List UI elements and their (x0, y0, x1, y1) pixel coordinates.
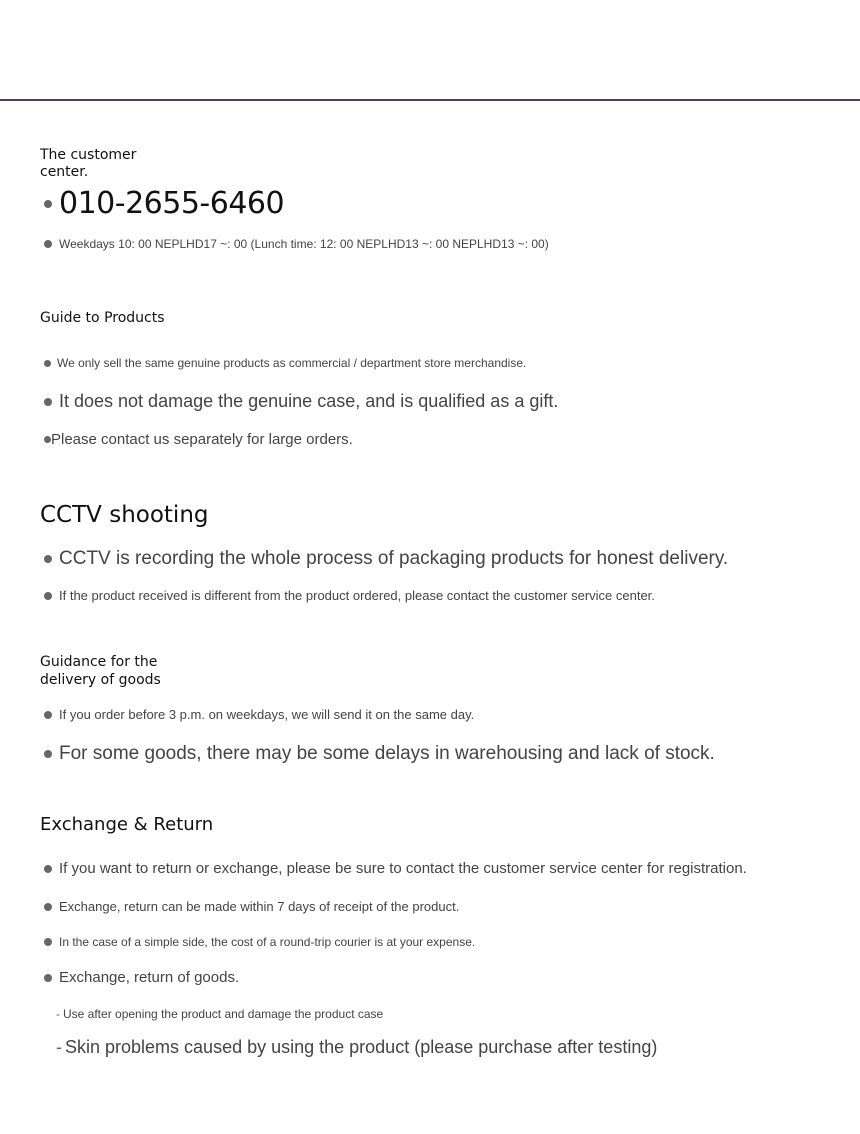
bullet-icon (44, 200, 52, 208)
dash-icon: - (56, 1037, 62, 1057)
delivery-title: Guidance for the delivery of goods (40, 654, 161, 688)
list-item: It does not damage the genuine case, and is qualified as a gift. (44, 391, 558, 412)
list-item: Exchange, return of goods. (44, 969, 239, 986)
list-item: If you order before 3 p.m. on weekdays, we will send it on the same day. (44, 707, 474, 722)
list-item: If you want to return or exchange, please be sure to contact the customer service center for registration. (44, 860, 747, 877)
list-item: If the product received is different from the product ordered, please contact the customer service center. (44, 588, 655, 603)
bullet-icon (44, 360, 51, 367)
bullet-icon (44, 903, 52, 911)
bullet-icon (44, 865, 52, 873)
business-hours: Weekdays 10: 00 NEPLHD17 ~: 00 (Lunch time: 12: 00 NEPLHD13 ~: 00 NEPLHD13 ~: 00) (59, 237, 549, 251)
bullet-icon (44, 436, 51, 443)
sub-list-item: - Use after opening the product and damage the product case (56, 1007, 384, 1021)
customer-center-title: The customer center. (40, 147, 137, 180)
list-item: Exchange, return can be made within 7 days of receipt of the product. (44, 899, 459, 914)
bullet-icon (44, 711, 52, 719)
bullet-icon (44, 974, 52, 982)
sub-list-item: - Skin problems caused by using the product (please purchase after testing) (56, 1037, 658, 1057)
bullet-icon (44, 240, 52, 248)
list-item: Please contact us separately for large orders. (44, 431, 353, 448)
list-item: In the case of a simple side, the cost of a round-trip courier is at your expense. (44, 935, 475, 949)
header-divider (0, 99, 860, 101)
products-guide-title: Guide to Products (40, 310, 165, 326)
bullet-icon (44, 938, 52, 946)
bullet-icon (44, 555, 52, 563)
list-item: CCTV is recording the whole process of packaging products for honest delivery. (44, 548, 728, 570)
hours-row (44, 237, 549, 251)
cctv-title: CCTV shooting (40, 502, 209, 528)
bullet-icon (44, 592, 52, 600)
bullet-icon (44, 750, 52, 758)
exchange-title: Exchange & Return (40, 814, 214, 835)
list-item: For some goods, there may be some delays in warehousing and lack of stock. (44, 743, 715, 765)
phone-row (44, 186, 284, 221)
dash-icon: - (56, 1007, 60, 1021)
header-area (0, 0, 860, 100)
phone-number: 010-2655-6460 (59, 186, 285, 221)
list-item: We only sell the same genuine products as commercial / department store merchandise. (44, 356, 526, 370)
bullet-icon (44, 398, 52, 406)
